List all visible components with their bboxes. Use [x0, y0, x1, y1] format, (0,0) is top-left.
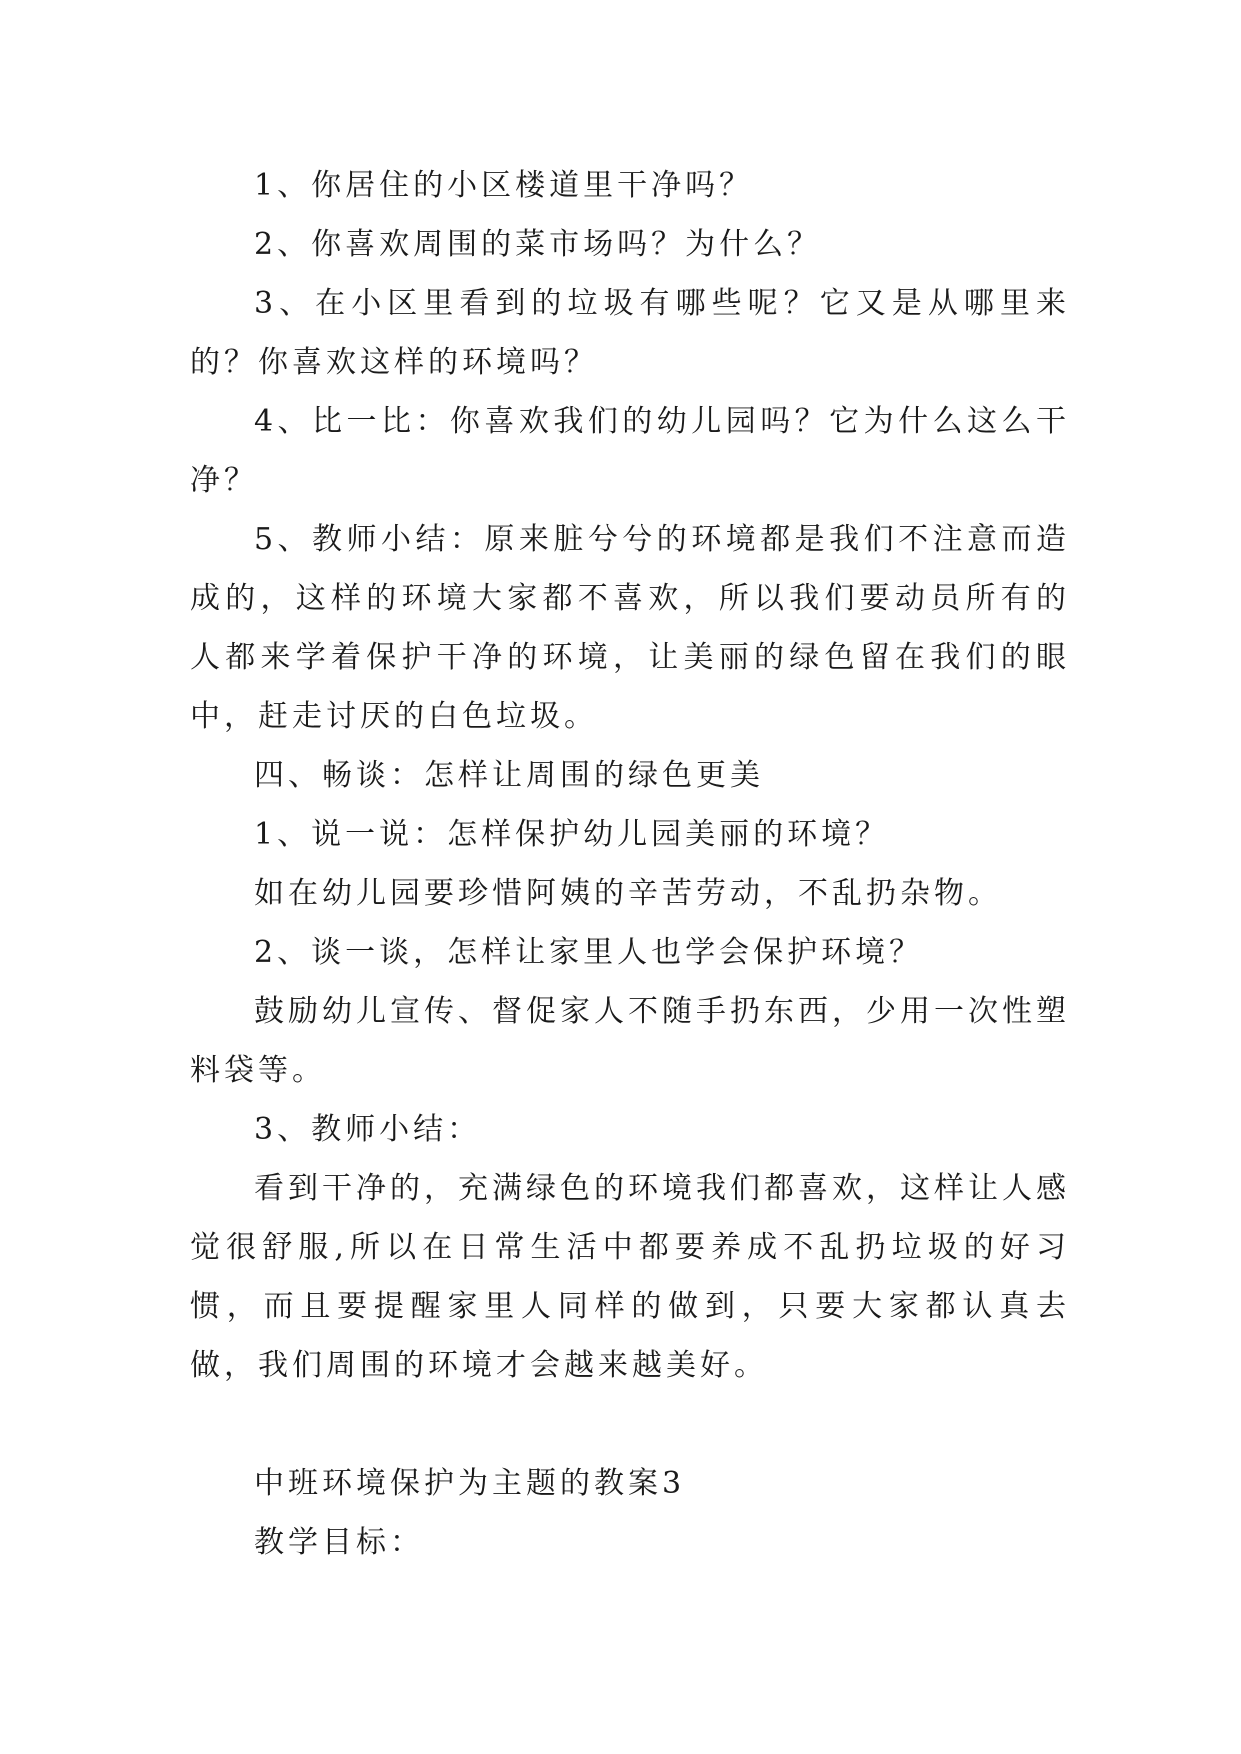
paragraph: 3、在小区里看到的垃圾有哪些呢？它又是从哪里来的？你喜欢这样的环境吗？ — [190, 286, 1070, 380]
paragraph: 5、教师小结：原来脏兮兮的环境都是我们不注意而造成的，这样的环境大家都不喜欢，所以我们要动员所有的人都来学着保护干净的环境，让美丽的绿色留在我们的眼中，赶走讨厌的白色垃圾。 — [190, 522, 1070, 734]
section-title: 中班环境保护为主题的教案3 — [254, 1466, 686, 1501]
section-subtitle: 教学目标： — [254, 1525, 424, 1560]
paragraph: 1、你居住的小区楼道里干净吗？ — [254, 168, 754, 203]
paragraph: 看到干净的，充满绿色的环境我们都喜欢，这样让人感觉很舒服,所以在日常生活中都要养成不乱扔垃圾的好习惯，而且要提醒家里人同样的做到，只要大家都认真去做，我们周围的环境才会越来越美好。 — [190, 1171, 1070, 1383]
blank-line — [190, 1395, 1070, 1454]
paragraph: 1、说一说：怎样保护幼儿园美丽的环境？ — [254, 817, 890, 852]
document-body — [190, 156, 1070, 1572]
paragraph: 4、比一比：你喜欢我们的幼儿园吗？它为什么这么干净？ — [190, 404, 1070, 498]
paragraph: 2、你喜欢周围的菜市场吗？为什么？ — [254, 227, 822, 262]
paragraph: 2、谈一谈，怎样让家里人也学会保护环境？ — [254, 935, 924, 970]
paragraph: 如在幼儿园要珍惜阿姨的辛苦劳动，不乱扔杂物。 — [254, 876, 1002, 911]
paragraph: 鼓励幼儿宣传、督促家人不随手扔东西，少用一次性塑料袋等。 — [190, 994, 1070, 1088]
paragraph: 3、教师小结： — [254, 1112, 482, 1147]
section-heading: 四、畅谈：怎样让周围的绿色更美 — [254, 758, 764, 793]
